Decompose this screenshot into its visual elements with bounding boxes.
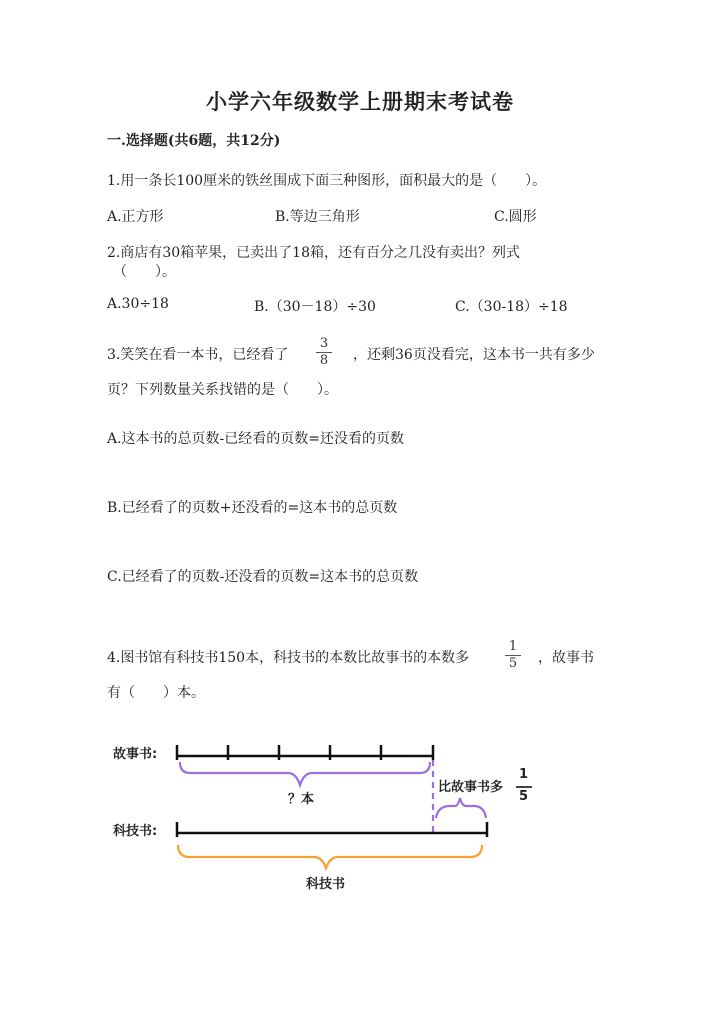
- science-book-label: 科技书:: [113, 824, 158, 839]
- question-2-option-a: A.30÷18: [107, 296, 169, 312]
- more-than-label: 比故事书多: [438, 780, 504, 795]
- science-book-line: [177, 822, 487, 837]
- question-2-text-line2: （ ）。: [113, 264, 176, 280]
- question-3-text-line2: 页？下列数量关系找错的是（ ）。: [107, 382, 338, 398]
- question-3-option-a: A.这本书的总页数-已经看的页数=还没看的页数: [107, 431, 405, 447]
- question-2-option-b: B.（30－18）÷30: [254, 299, 376, 315]
- science-book-brace-label: 科技书: [306, 877, 346, 892]
- question-4-text-cont: ，故事书: [538, 650, 594, 666]
- page-title: 小学六年级数学上册期末考试卷: [206, 89, 514, 114]
- story-book-brace: [180, 762, 430, 785]
- fraction-denominator: 8: [319, 353, 329, 368]
- more-fraction-denominator: 5: [519, 789, 529, 804]
- unknown-amount-label: ？本: [288, 792, 315, 807]
- question-1-option-b: B.等边三角形: [275, 209, 360, 225]
- story-book-line: [177, 745, 433, 760]
- question-3-option-b: B.已经看了的页数+还没看的=这本书的总页数: [107, 500, 398, 516]
- question-3-text: 3.笑笑在看一本书，已经看了: [107, 347, 289, 363]
- question-3-text-cont: ，还剩36页没看完，这本书一共有多少: [353, 347, 595, 363]
- fraction-numerator: 1: [508, 639, 518, 654]
- fraction-numerator: 3: [319, 336, 329, 351]
- science-book-brace: [178, 845, 482, 868]
- extra-part-brace: [436, 798, 486, 818]
- fraction-denominator: 5: [508, 656, 518, 671]
- question-1-option-a: A.正方形: [107, 209, 164, 225]
- question-4-text-line2: 有（ ）本。: [107, 685, 205, 701]
- question-2-text: 2.商店有30箱苹果，已卖出了18箱，还有百分之几没有卖出？列式: [107, 245, 520, 261]
- section-heading: 一.选择题(共6题，共12分): [107, 133, 281, 149]
- question-4-text: 4.图书馆有科技书150本，科技书的本数比故事书的本数多: [107, 650, 470, 666]
- more-fraction-numerator: 1: [519, 767, 529, 782]
- question-3-option-c: C.已经看了的页数-还没看的页数=这本书的总页数: [107, 569, 419, 585]
- question-1-text: 1.用一条长100厘米的铁丝围成下面三种图形，面积最大的是（ ）。: [107, 173, 547, 189]
- question-2-option-c: C.（30-18）÷18: [455, 299, 568, 315]
- story-book-label: 故事书:: [113, 747, 158, 762]
- question-1-option-c: C.圆形: [494, 209, 537, 225]
